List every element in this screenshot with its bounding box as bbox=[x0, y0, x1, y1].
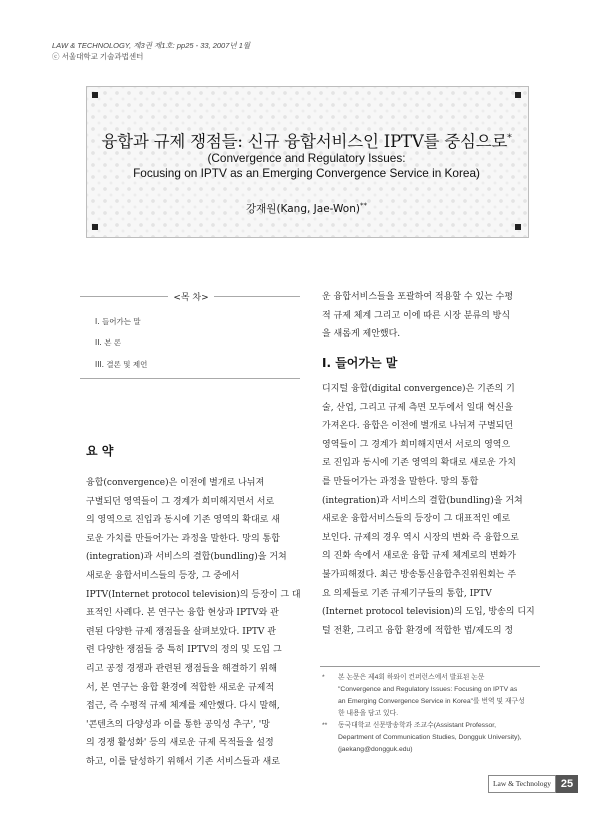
text-line: 접근, 즉 수평적 규제 체계를 제안했다. 다시 말해, bbox=[86, 701, 280, 712]
footnote-text: 본 논문은 제4회 하와이 컨퍼런스에서 발표된 논문 bbox=[338, 674, 485, 681]
text-line: '콘텐츠의 다양성과 이를 통한 공익성 추구', '망 bbox=[86, 719, 270, 730]
text-line: 새로운 융합서비스들의 등장, 그 중에서 bbox=[86, 570, 240, 581]
corner-square-icon bbox=[515, 224, 521, 230]
author-name: 강재원(Kang, Jae-Won) bbox=[246, 203, 360, 215]
toc-title: <목 차> bbox=[173, 293, 209, 303]
text-line: 디지털 융합(digital convergence)은 기존의 기 bbox=[322, 384, 515, 394]
abstract-body bbox=[86, 474, 302, 772]
text-line: 하고, 이를 달성하기 위해서 기존 서비스들과 새로 bbox=[86, 756, 280, 767]
text-line: 영역들이 그 경계가 희미해지면서 서로의 영역으 bbox=[322, 439, 511, 450]
text-line: 털 전환, 그리고 융합 환경에 적합한 법/제도의 정 bbox=[322, 625, 514, 636]
text-line: 가져온다. 융합은 이전에 별개로 나뉘져 구별되던 bbox=[322, 421, 514, 432]
title-footnote-mark: * bbox=[507, 133, 512, 144]
text-line: (integration)과 서비스의 결합(bundling)을 거쳐 bbox=[322, 495, 523, 506]
corner-square-icon bbox=[515, 92, 521, 98]
author-footnote-mark: ** bbox=[359, 201, 367, 210]
text-line: 적 규제 체계 그리고 이에 따른 시장 분류의 방식 bbox=[322, 310, 511, 321]
toc-item: III. 결론 및 제언 bbox=[95, 360, 148, 369]
text-line: 로운 가치를 만들어가는 과정을 말한다. 망의 통합 bbox=[86, 533, 280, 544]
footnote-mark: ** bbox=[322, 722, 328, 729]
section-body bbox=[322, 380, 540, 640]
text-line: (integration)과 서비스의 결합(bundling)을 거쳐 bbox=[86, 552, 287, 563]
text-line: 서, 본 연구는 융합 환경에 적합한 새로운 규제적 bbox=[86, 682, 275, 693]
text-line: 의 영역으로 진입과 동시에 기존 영역의 확대로 새 bbox=[86, 515, 280, 526]
footnote-line bbox=[322, 672, 525, 684]
text-line: 리고 공정 경쟁과 관련된 쟁점들을 해결하기 위해 bbox=[86, 663, 278, 674]
page-number: 25 bbox=[556, 775, 578, 793]
journal-citation: LAW & TECHNOLOGY, 제3권 제1호: pp25 - 33, 2007년 1월 bbox=[52, 41, 251, 50]
text-line: 련된 다양한 규제 쟁점들을 살펴보았다. IPTV 관 bbox=[86, 626, 276, 637]
toc-item: I. 들어가는 말 bbox=[95, 317, 141, 326]
text-line: 보인다. 규제의 경우 역시 시장의 변화 즉 융합으로 bbox=[322, 532, 519, 543]
toc-item: II. 본 론 bbox=[95, 338, 122, 347]
text-line: 술, 산업, 그리고 규제 측면 모두에서 일대 혁신을 bbox=[322, 402, 513, 413]
corner-square-icon bbox=[92, 224, 98, 230]
toc-rule bbox=[214, 296, 300, 297]
footnote-mark: * bbox=[322, 674, 325, 681]
text-line: 의 진화 속에서 새로운 융합 규제 체계로의 변화가 bbox=[322, 551, 516, 562]
footer-label: Law & Technology bbox=[488, 775, 556, 793]
author bbox=[86, 201, 527, 216]
text-line: 련 다양한 쟁점들 중 특히 IPTV의 정의 및 도입 그 bbox=[86, 645, 282, 656]
corner-square-icon bbox=[92, 92, 98, 98]
footnote-line: an Emerging Convergence Service in Korea"를 번역 및 재구성 bbox=[338, 698, 525, 705]
intro-body bbox=[322, 288, 540, 344]
footnote-text: 동국대학교 신문방송학과 조교수(Assistant Professor, bbox=[338, 722, 497, 729]
title-korean-text: 융합과 규제 쟁점들: 신규 융합서비스인 IPTV를 중심으로 bbox=[101, 132, 508, 151]
text-line: 요 의제들로 기존 규제기구들의 통합, IPTV bbox=[322, 588, 492, 599]
footnote-1 bbox=[322, 672, 525, 720]
text-line: IPTV(Internet protocol television)의 등장이 그 대 bbox=[86, 589, 301, 600]
text-line: (Internet protocol television)의 도입, 방송의 디지 bbox=[322, 607, 535, 618]
text-line: 의 경쟁 활성화' 등의 새로운 규제 목적들을 설정 bbox=[86, 738, 274, 749]
abstract-heading: 요 약 bbox=[86, 444, 114, 458]
table-of-contents bbox=[80, 290, 300, 379]
text-line: 새로운 융합서비스들의 등장이 그 대표적인 예로 bbox=[322, 514, 511, 525]
text-line: 불가피해졌다. 최근 방송통신융합추진위원회는 주 bbox=[322, 569, 517, 580]
footnote-line: Department of Communication Studies, Dongguk University), bbox=[338, 734, 522, 741]
journal-header bbox=[52, 40, 250, 62]
footnote-line: 한 내용을 담고 있다. bbox=[338, 710, 399, 717]
footnote-2 bbox=[322, 720, 522, 756]
footnote-line bbox=[322, 720, 522, 732]
section-heading: I. 들어가는 말 bbox=[322, 356, 398, 370]
text-line: 를 만들어가는 과정을 말한다. 망의 통합 bbox=[322, 476, 479, 487]
footnote-line: (jaekang@dongguk.edu) bbox=[338, 746, 413, 753]
title-korean bbox=[86, 128, 527, 152]
publisher-line: ⓒ 서울대학교 기술과법센터 bbox=[52, 52, 144, 61]
text-line: 을 새롭게 제안했다. bbox=[322, 329, 401, 340]
title-english bbox=[86, 151, 527, 181]
footnote-line: "Convergence and Regulatory Issues: Focusing on IPTV as bbox=[338, 686, 518, 693]
title-english-line-1: (Convergence and Regulatory Issues: bbox=[207, 151, 406, 165]
toc-rule bbox=[80, 296, 168, 297]
title-english-line-2: Focusing on IPTV as an Emerging Convergence Service in Korea) bbox=[133, 166, 480, 180]
footnote-divider bbox=[320, 666, 540, 667]
text-line: 융합(convergence)은 이전에 별개로 나뉘져 bbox=[86, 478, 265, 488]
text-line: 구별되던 영역들이 그 경계가 희미해지면서 서로 bbox=[86, 496, 275, 507]
text-line: 표적인 사례다. 본 연구는 융합 현상과 IPTV와 관 bbox=[86, 608, 279, 619]
text-line: 로 진입과 동시에 기존 영역의 확대로 새로운 가치 bbox=[322, 458, 516, 469]
text-line: 운 융합서비스들을 포괄하여 적용할 수 있는 수평 bbox=[322, 292, 514, 302]
